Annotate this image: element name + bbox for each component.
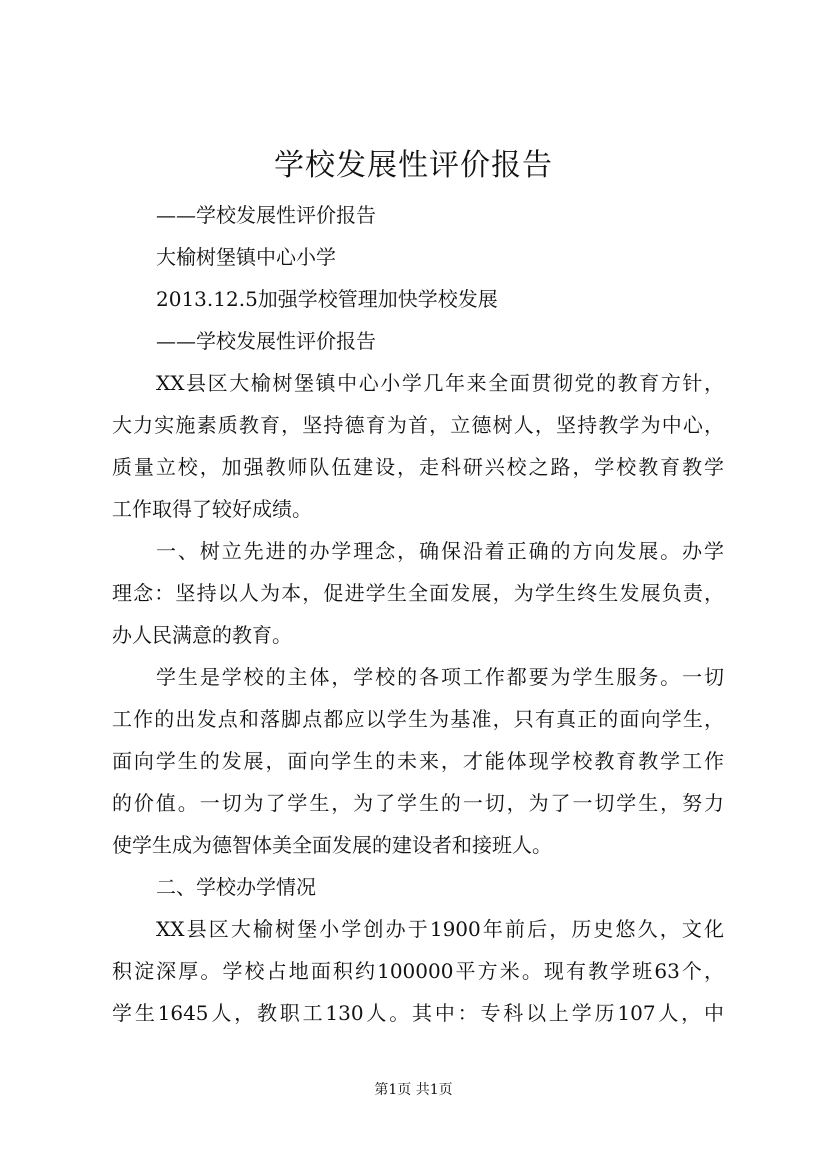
paragraph-line: 理念：坚持以人为本，促进学生全面发展，为学生终生发展负责， xyxy=(112,581,724,605)
paragraph-line: XX县区大榆树堡小学创办于1900年前后，历史悠久，文化 xyxy=(156,917,724,941)
date-heading-line: 2013.12.5加强学校管理加快学校发展 xyxy=(156,287,498,311)
page-footer: 第1页 共1页 xyxy=(374,1082,453,1098)
paragraph-line: 工作的出发点和落脚点都应以学生为基准，只有真正的面向学生， xyxy=(112,707,724,731)
paragraph-line: 一、树立先进的办学理念，确保沿着正确的方向发展。办学 xyxy=(156,539,724,563)
subtitle-line: ——学校发展性评价报告 xyxy=(156,203,376,227)
paragraph-line: 使学生成为德智体美全面发展的建设者和接班人。 xyxy=(112,833,552,857)
paragraph-line: XX县区大榆树堡镇中心小学几年来全面贯彻党的教育方针， xyxy=(156,371,724,395)
document-title: 学校发展性评价报告 xyxy=(274,148,553,183)
subtitle-line: ——学校发展性评价报告 xyxy=(156,329,376,353)
section-heading: 二、学校办学情况 xyxy=(156,875,316,899)
paragraph-line: 面向学生的发展，面向学生的未来，才能体现学校教育教学工作 xyxy=(112,749,724,773)
school-name-line: 大榆树堡镇中心小学 xyxy=(156,245,336,269)
paragraph-line: 质量立校，加强教师队伍建设，走科研兴校之路，学校教育教学 xyxy=(112,455,724,479)
paragraph-line: 积淀深厚。学校占地面积约100000平方米。现有教学班63个， xyxy=(112,959,724,983)
paragraph-line: 的价值。一切为了学生，为了学生的一切，为了一切学生，努力 xyxy=(112,791,724,815)
document-body xyxy=(112,194,724,1034)
paragraph-line: 办人民满意的教育。 xyxy=(112,623,292,647)
paragraph-line: 学生1645人，教职工130人。其中：专科以上学历107人，中 xyxy=(112,1001,724,1025)
paragraph-line: 工作取得了较好成绩。 xyxy=(112,497,312,521)
paragraph-line: 学生是学校的主体，学校的各项工作都要为学生服务。一切 xyxy=(156,665,724,689)
paragraph-line: 大力实施素质教育，坚持德育为首，立德树人，坚持教学为中心， xyxy=(112,413,724,437)
